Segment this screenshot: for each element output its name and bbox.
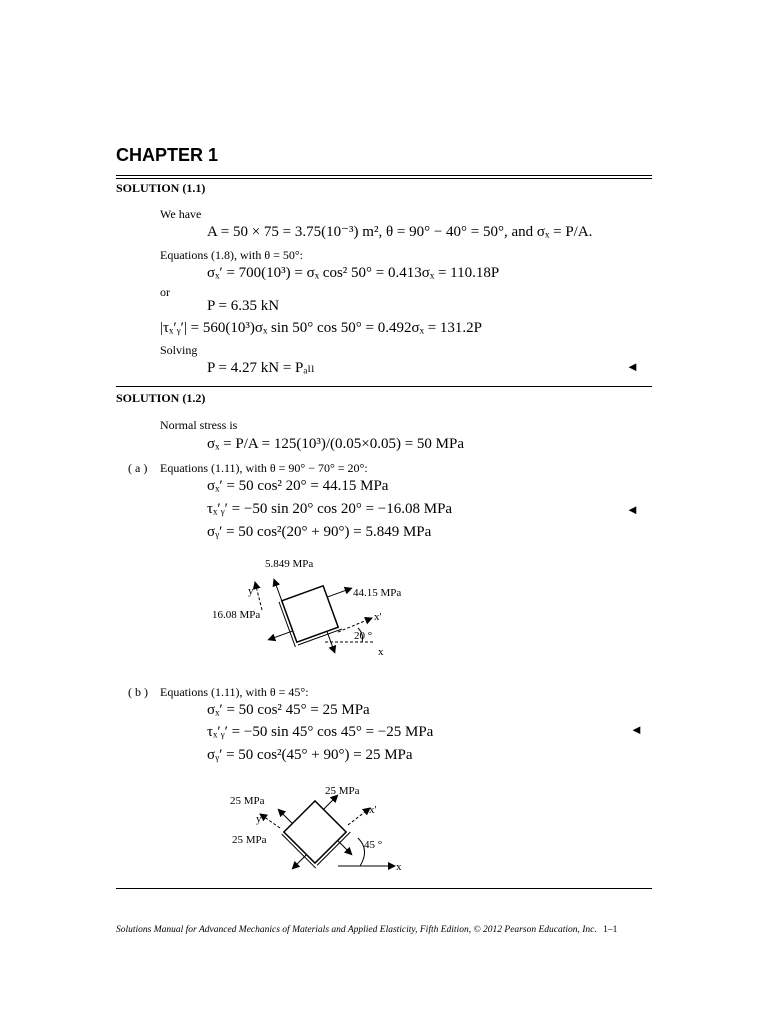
page-number: 1–1 <box>603 925 618 935</box>
we-have-text: We have <box>160 207 202 221</box>
diagram-b-top-right-stress: 25 MPa <box>325 785 360 797</box>
eq-a-sigma-y: σᵧ′ = 50 cos²(20° + 90°) = 5.849 MPa <box>207 524 432 540</box>
part-a-intro: Equations (1.11), with θ = 90° − 70° = 20°: <box>160 461 368 475</box>
eq-1-8-intro: Equations (1.8), with θ = 50°: <box>160 248 303 262</box>
diagram-a-top-stress: 5.849 MPa <box>265 558 314 570</box>
diagram-b-axis-x-rot: x' <box>369 804 377 816</box>
diagram-a-element <box>250 555 371 662</box>
divider-section-2 <box>116 386 652 387</box>
part-a-label: ( a ) <box>128 461 148 475</box>
solving-text: Solving <box>160 343 198 357</box>
diagram-a-angle: 20 ° <box>354 630 373 642</box>
part-b-label: ( b ) <box>128 685 148 699</box>
divider-bottom <box>116 888 652 889</box>
section-heading-1-2: SOLUTION (1.2) <box>116 391 206 405</box>
eq-p: P = 6.35 kN <box>207 298 280 314</box>
eq-b-sigma-x: σₓ′ = 50 cos² 45° = 25 MPa <box>207 702 370 718</box>
normal-stress-text: Normal stress is <box>160 418 238 432</box>
divider-top-2 <box>116 178 652 179</box>
stress-element-diagram-b <box>220 780 420 880</box>
diagram-b-left-stress: 25 MPa <box>232 834 267 846</box>
chapter-title: CHAPTER 1 <box>116 145 219 165</box>
eq-sigma-x: σₓ′ = 700(10³) = σₓ cos² 50° = 0.413σₓ = 110.18P <box>207 265 500 281</box>
diagram-b-axis-y: y' <box>256 813 264 825</box>
eq-sigma-x-normal: σₓ = P/A = 125(10³)/(0.05×0.05) = 50 MPa <box>207 436 465 452</box>
eq-area <box>207 222 592 241</box>
eq-a-sigma-x: σₓ′ = 50 cos² 20° = 44.15 MPa <box>207 478 389 494</box>
answer-marker-icon: ◄ <box>626 359 639 374</box>
section-heading-1-1: SOLUTION (1.1) <box>116 181 206 195</box>
diagram-b-top-left-stress: 25 MPa <box>230 795 265 807</box>
answer-marker-b-icon: ◄ <box>630 722 643 737</box>
diagram-a-axis-x-rot: x' <box>374 611 382 623</box>
or-text: or <box>160 285 170 299</box>
footer-text: Solutions Manual for Advanced Mechanics of Materials and Applied Elasticity, Fifth Edition, © 2012 Pearson Education, Inc. <box>116 925 597 935</box>
footer-credit <box>116 925 617 935</box>
part-b-intro: Equations (1.11), with θ = 45°: <box>160 685 309 699</box>
diagram-a-axis-y: y' <box>248 585 256 597</box>
diagram-a-left-stress: 16.08 MPa <box>212 609 261 621</box>
diagram-a-right-stress: 44.15 MPa <box>353 587 402 599</box>
eq-area-text: A = 50 × 75 = 3.75(10⁻³) m², θ = 90° − 40° = 50°, and σₓ = P/A. <box>207 224 593 240</box>
diagram-b-angle: 45 ° <box>364 839 383 851</box>
eq-b-tau: τₓ′ᵧ′ = −50 sin 45° cos 45° = −25 MPa <box>207 724 434 740</box>
answer-marker-a-icon: ◄ <box>626 502 639 517</box>
eq-a-tau: τₓ′ᵧ′ = −50 sin 20° cos 20° = −16.08 MPa <box>207 501 453 517</box>
diagram-a-axis-x: x <box>378 646 384 658</box>
eq-b-sigma-y: σᵧ′ = 50 cos²(45° + 90°) = 25 MPa <box>207 747 413 763</box>
eq-result: P = 4.27 kN = Pₐₗₗ <box>207 360 315 376</box>
eq-tau: |τₓ′ᵧ′| = 560(10³)σₓ sin 50° cos 50° = 0.492σₓ = 131.2P <box>160 320 483 336</box>
stress-element-diagram-a <box>200 552 430 662</box>
divider-top-1 <box>116 175 652 176</box>
diagram-b-axis-x: x <box>396 861 402 873</box>
